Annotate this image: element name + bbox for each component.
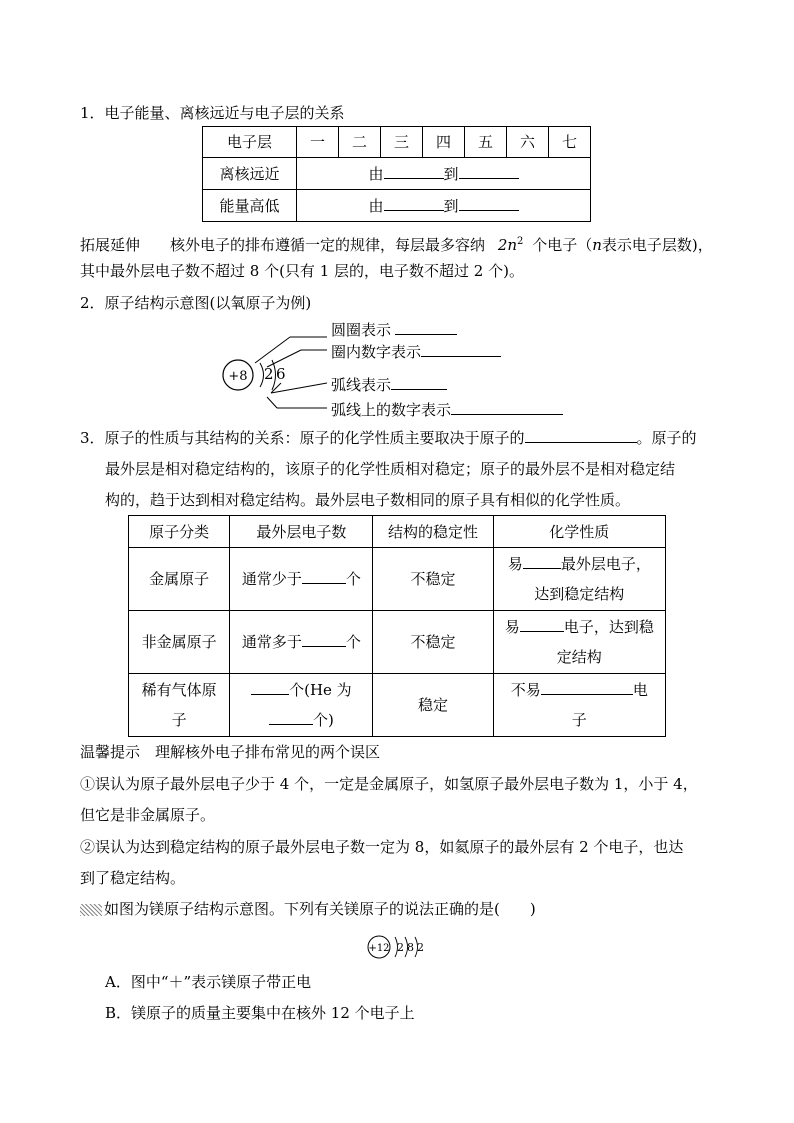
table-row-noble: 稀有气体原 子 个(He 为 个) 稳定 不易 电 子: [129, 674, 666, 737]
header-outer-count: 最外层电子数: [230, 516, 373, 548]
example-marker-icon: [80, 904, 102, 916]
layer-6: 六: [507, 127, 549, 158]
tip-p1-line2: 但它是非金属原子。: [80, 806, 216, 824]
tip-p2-line1: ②误认为达到稳定结构的原子最外层电子数一定为 8，如氦原子的最外层有 2 个电子，也达: [80, 838, 684, 856]
section-1-title: 1．电子能量、离核远近与电子层的关系: [80, 104, 345, 122]
layer-3: 三: [381, 127, 423, 158]
label-arc: 弧线表示: [331, 374, 447, 395]
header-class: 原子分类: [129, 516, 230, 548]
extension-line-2: 其中最外层电子数不超过 8 个(只有 1 层的，电子数不超过 2 个)。: [80, 262, 524, 280]
shell-2-count: 6: [276, 365, 286, 383]
mg-shell-1: 2: [397, 941, 404, 954]
layer-5: 五: [465, 127, 507, 158]
tip-title: 温馨提示 理解核外电子排布常见的两个误区: [80, 743, 381, 761]
nucleus-charge: +8: [228, 369, 248, 384]
layer-table: [202, 126, 591, 222]
layer-1: 一: [297, 127, 339, 158]
header-stability: 结构的稳定性: [373, 516, 493, 548]
distance-label: 离核远近: [203, 158, 297, 190]
formula: 2n: [497, 236, 518, 254]
layer-2: 二: [339, 127, 381, 158]
label-circle: 圆圈表示: [331, 319, 457, 340]
layer-7: 七: [549, 127, 591, 158]
table-row-metal: 金属原子 通常少于 个 不稳定 易 最外层电子， 达到稳定结构: [129, 548, 666, 611]
atom-class-table: [128, 515, 666, 737]
section-2-title: 2．原子结构示意图(以氧原子为例): [80, 294, 312, 312]
layer-header-label: 电子层: [203, 127, 297, 158]
option-a[interactable]: A．图中“＋”表示镁原子带正电: [105, 973, 312, 991]
header-chem-property: 化学性质: [493, 516, 665, 548]
mg-shell-2: 8: [407, 941, 414, 954]
energy-cell: 由 到: [297, 190, 591, 222]
option-b[interactable]: B．镁原子的质量主要集中在核外 12 个电子上: [105, 1004, 415, 1022]
tip-p1-line1: ①误认为原子最外层电子少于 4 个，一定是金属原子，如氢原子最外层电子数为 1，小于 4，: [80, 775, 698, 793]
section-3-line-1: 3．原子的性质与其结构的关系：原子的化学性质主要取决于原子的 。原子的: [80, 429, 697, 447]
magnesium-diagram: [365, 930, 435, 964]
extension-label: 拓展延伸: [80, 236, 141, 254]
distance-cell: 由 到: [297, 158, 591, 190]
tip-p2-line2: 到了稳定结构。: [80, 869, 186, 887]
question-stem: 如图为镁原子结构示意图。下列有关镁原子的说法正确的是( ): [80, 899, 536, 919]
label-number-in-circle: 圈内数字表示: [331, 341, 501, 362]
section-3-line-3: 构的，趋于达到相对稳定结构。最外层电子数相同的原子具有相似的化学性质。: [105, 491, 631, 509]
mg-nucleus-charge: +12: [368, 943, 390, 954]
extension-line-1: 拓展延伸 核外电子的排布遵循一定的规律，每层最多容纳 $2n^2$ 个电子（n表示电子层数)，: [80, 236, 713, 254]
shell-1-count: 2: [264, 365, 274, 383]
layer-4: 四: [423, 127, 465, 158]
arc-1: [260, 363, 264, 387]
energy-label: 能量高低: [203, 190, 297, 222]
section-3-line-2: 最外层是相对稳定结构的，该原子的化学性质相对稳定；原子的最外层不是相对稳定结: [105, 460, 676, 478]
table-row-nonmetal: 非金属原子 通常多于 个 不稳定 易 电子，达到稳 定结构: [129, 611, 666, 674]
label-arc-number: 弧线上的数字表示: [331, 399, 563, 420]
mg-shell-3: 2: [417, 941, 424, 954]
